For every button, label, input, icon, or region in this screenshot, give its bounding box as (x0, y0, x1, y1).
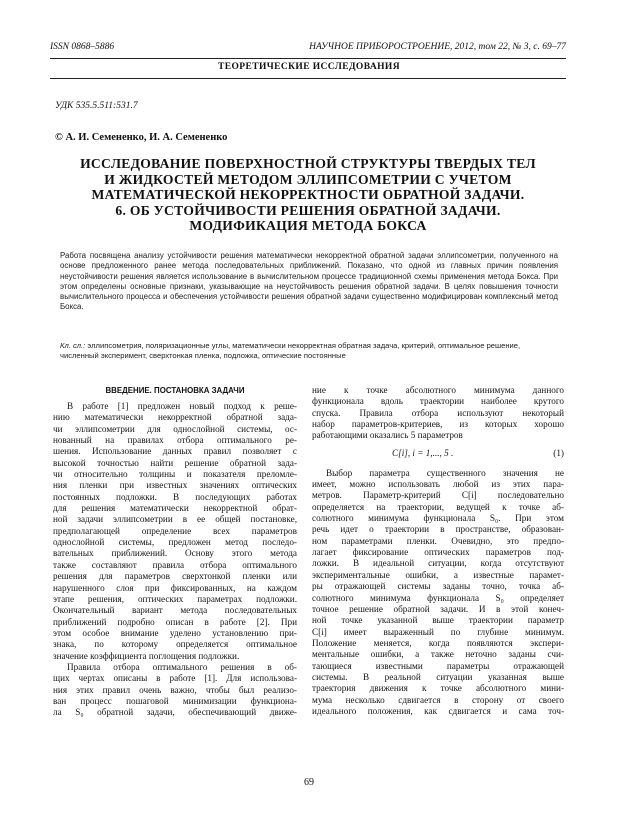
text-line: вательных приближений. Основу этого метода (53, 548, 297, 559)
formula-expression: C[i], i = 1,..., 5 . (392, 447, 454, 458)
text-line: идеального положения, как сдвигается и сама точ- (312, 705, 564, 716)
text-line: экспериментальные ошибки, а известные парамет- (312, 569, 564, 580)
authors: © А. И. Семененко, И. А. Семененко (55, 132, 228, 143)
formula-number: (1) (553, 447, 564, 458)
text-line: этапе решения, оптических параметрах подложки. (53, 593, 297, 604)
text-line: речь идет о траектории в пространстве, образован- (312, 524, 564, 535)
header-rule-top (50, 58, 566, 59)
keywords-label: Кл. сл.: (60, 341, 86, 350)
text-line: системы. В реальной ситуации указанная выше (312, 671, 564, 682)
text-line: шения. Использование данных правил позволяет с (53, 446, 297, 457)
text-line: солютного минимума функционала S₀ определяет (312, 592, 564, 603)
text-line: ры отражающей системы заданы точно, точка аб- (312, 581, 564, 592)
text-line: имеет, можно использовать любой из этих пара- (312, 479, 564, 490)
text-line: этом особое внимание уделено установлению при- (53, 627, 297, 638)
text-line: ной задачи эллипсометрии в ее общей постановке, (53, 514, 297, 525)
text-line: приближений подробно описан в работе [2]. При (53, 616, 297, 627)
title-line: МАТЕМАТИЧЕСКОЙ НЕКОРРЕКТНОСТИ ОБРАТНОЙ ЗАДАЧИ. (91, 187, 525, 203)
text-line: Положение меняется, когда появляются экспери- (312, 637, 564, 648)
abstract: Работа посвящена анализу устойчивости решения математически некорректной обратной задачи эллипсометрии, полученного на основе предложенного ранее метода последовательных приближений. Показано, что одной из главных причин появления неустойчивости решения является использование в вычислительном процессе традиционной схемы применения метода Бокса. При этом определены основные признаки, указывающие на неустойчивость решения обратной задачи. В целях повышения точности вычислительного процесса и обеспечения устойчивости решения обратной задачи существенно модифицирован комплексный метод Бокса. (60, 251, 558, 312)
text-line: траектория движения к точке абсолютного мини- (312, 683, 564, 694)
text-line: щих чертах описаны в работе [1]. Для использова- (53, 673, 297, 684)
text-line: однослойной системы, предложен метод последо- (53, 537, 297, 548)
text-line: нарушенного слоя при фиксированных, на каждом (53, 582, 297, 593)
text-line: решения для параметров сверхтонкой пленки или (53, 571, 297, 582)
text-line: ложки. В идеальной ситуации, когда отсутствуют (312, 558, 564, 569)
text-line: ния этих правил очень важно, чтобы был реализо- (53, 684, 297, 695)
text-line: ван процесс пошаговой минимизации функциона- (53, 695, 297, 706)
text-line: тающиеся известными параметры отражающей (312, 660, 564, 671)
journal-citation: НАУЧНОЕ ПРИБОРОСТРОЕНИЕ, 2012, том 22, № 3, с. 69–77 (309, 42, 566, 52)
text-line: также составляют правила отбора оптимального (53, 559, 297, 570)
title-line: И ЖИДКОСТЕЙ МЕТОДОМ ЭЛЛИПСОМЕТРИИ С УЧЕТОМ (104, 171, 512, 187)
text-line: ние к точке абсолютного минимума данного (312, 385, 564, 395)
text-line: В работе [1] предложен новый подход к реше- (67, 401, 297, 411)
text-line: чи эллипсометрии для однослойной системы, ос- (53, 423, 297, 434)
text-line: C[i] имеет выраженный по глубине минимум. (312, 626, 564, 637)
title-line: 6. ОБ УСТОЙЧИВОСТИ РЕШЕНИЯ ОБРАТНОЙ ЗАДАЧИ. (115, 202, 501, 218)
formula-1 (312, 448, 564, 462)
right-column (312, 385, 564, 717)
text-line: Выбор параметра существенного значения не (326, 467, 564, 478)
text-line: ном параметрами пленки. Очевидно, это предпо- (312, 535, 564, 546)
text-line: метров. Параметр-критерий C[i] последовательно (312, 490, 564, 501)
udk-code: УДК 535.5.511:531.7 (55, 101, 138, 111)
text-line: определяется на траектории, ведущей к точке аб- (312, 501, 564, 512)
text-line: высокой точностью найти решение обратной зада- (53, 457, 297, 468)
keywords-text: эллипсометрия, поляризационные углы, математически некорректная обратная задача, критерий, оптимальное решение, численный эксперимент, сверхтонкая пленка, подложка, оптические постоянные (60, 341, 521, 361)
text-line: солютного минимума функционала S₀. При этом (312, 513, 564, 524)
text-line: постоянных подложки. В последующих работах (53, 491, 297, 502)
text-line: набор параметров-критериев, из которых хорошо (312, 419, 564, 430)
text-line: чи относительно толщины и показателя преломле- (53, 469, 297, 480)
text-line: нованный на правилах отбора оптимального ре- (53, 435, 297, 446)
page-number: 69 (304, 777, 314, 788)
text-line: ментальные ошибки, а также неточно заданы счи- (312, 649, 564, 660)
text-line: для решения математически некорректной обрат- (53, 503, 297, 514)
text-line: ной точке указанной выше траектории параметр (312, 615, 564, 626)
keywords (60, 341, 558, 362)
text-line: Правила отбора оптимального решения в об- (67, 661, 297, 672)
text-line: ния пленки при известных значениях оптических (53, 480, 297, 491)
text-line: спуска. Правила отбора используют некоторый (312, 407, 564, 418)
text-line: ла S₀ обратной задачи, обеспечивающий движе- (53, 707, 297, 718)
text-line: точное решение обратной задачи. И в этой конеч- (312, 603, 564, 614)
text-line: функционала вдоль траектории наиболее крутого (312, 396, 564, 407)
text-line: Окончательный вариант метода последовательных (53, 605, 297, 616)
text-line: знака, по которому определяется оптимальное (53, 639, 297, 650)
text-line: значение коэффициента поглощения подложки. (53, 650, 240, 661)
text-line: нию математически некорректной обратной зада- (53, 412, 297, 423)
left-column (53, 401, 297, 719)
section-heading: ВВЕДЕНИЕ. ПОСТАНОВКА ЗАДАЧИ (105, 386, 245, 395)
issn: ISSN 0868–5886 (50, 42, 115, 52)
header-rule-bottom (50, 78, 566, 79)
title-line: ИССЛЕДОВАНИЕ ПОВЕРХНОСТНОЙ СТРУКТУРЫ ТВЕРДЫХ ТЕЛ (80, 156, 536, 171)
text-line: мума несколько сдвигается в сторону от своего (312, 694, 564, 705)
title-line: МОДИФИКАЦИЯ МЕТОДА БОКСА (189, 218, 427, 234)
section-label-text: ТЕОРЕТИЧЕСКИЕ ИССЛЕДОВАНИЯ (212, 62, 406, 72)
article-title (50, 156, 566, 234)
text-line: предполагающей определение всех параметров (53, 525, 297, 536)
text-line: лагает фиксирование оптических параметров под- (312, 547, 564, 558)
text-line: работающими оказались 5 параметров (312, 430, 463, 441)
section-label (0, 62, 618, 72)
